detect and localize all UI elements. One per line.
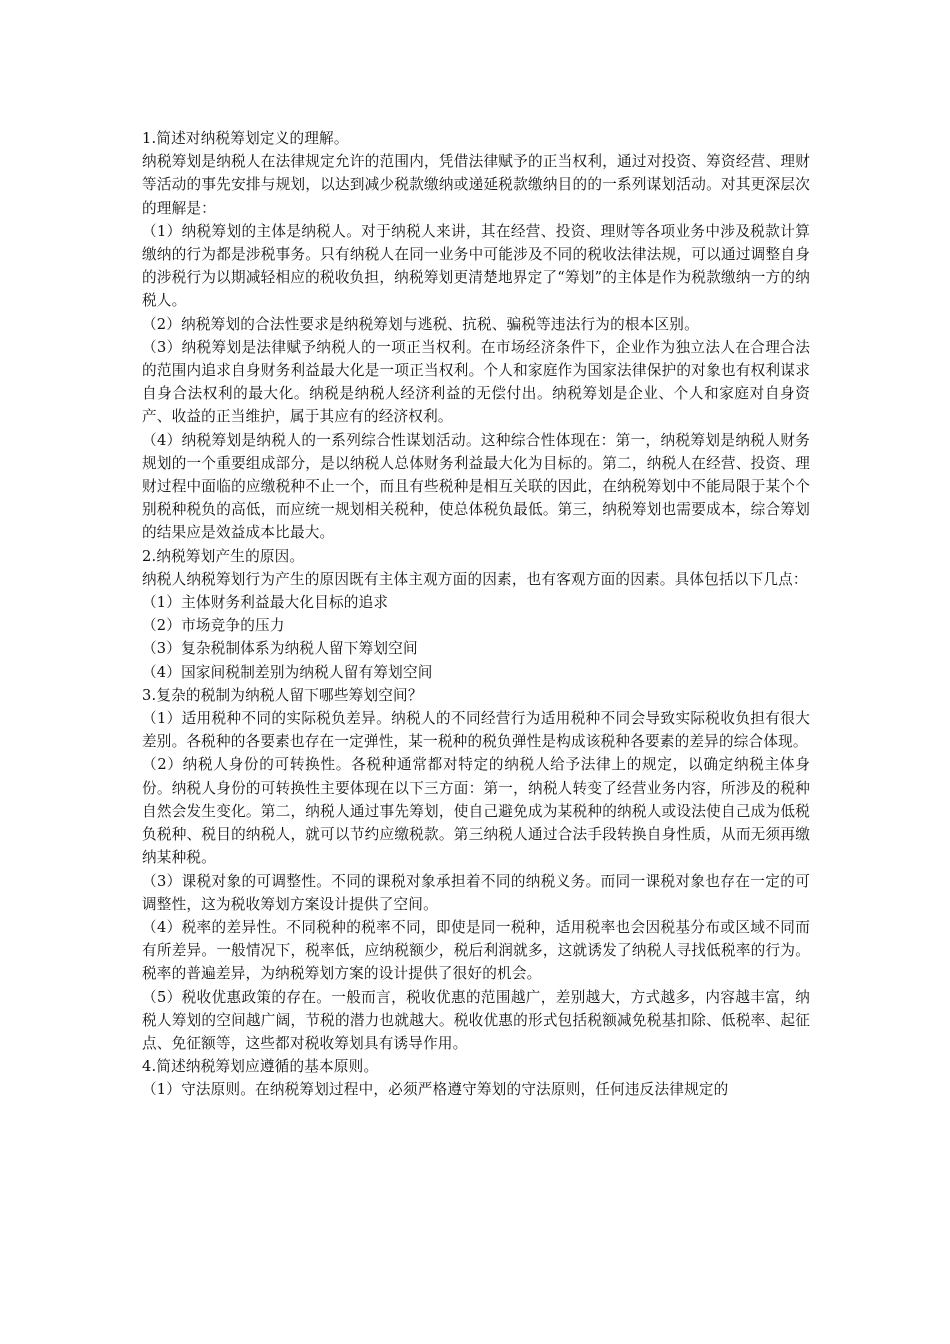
paragraph: （2）纳税人身份的可转换性。各税种通常都对特定的纳税人给予法律上的规定，以确定纳税主体身份。纳税人身份的可转换性主要体现在以下三方面：第一，纳税人转变了经营业务内容，所涉及的税种自然会发生变化。第二，纳税人通过事先筹划，使自己避免成为某税种的纳税人或设法使自己成为低税负税种、税目的纳税人，就可以节约应缴税款。第三纳税人通过合法手段转换自身性质，从而无须再缴纳某种税。 [142, 756, 810, 867]
paragraph: （5）税收优惠政策的存在。一般而言，税收优惠的范围越广，差别越大，方式越多，内容越丰富，纳税人筹划的空间越广阔，节税的潜力也就越大。税收优惠的形式包括税额减免税基扣除、低税率、起征点、免征额等，这些都对税收筹划具有诱导作用。 [142, 988, 810, 1052]
paragraph: （1）守法原则。在纳税筹划过程中，必须严格遵守筹划的守法原则，任何违反法律规定的 [142, 1081, 729, 1099]
paragraph: （3）课税对象的可调整性。不同的课税对象承担着不同的纳税义务。而同一课税对象也存在一定的可调整性，这为税收筹划方案设计提供了空间。 [142, 872, 810, 913]
paragraph: （4）税率的差异性。不同税种的税率不同，即使是同一税种，适用税率也会因税基分布或区域不同而有所差异。一般情况下，税率低，应纳税额少，税后利润就多，这就诱发了纳税人寻找低税率的行为。税率的普遍差异，为纳税筹划方案的设计提供了很好的机会。 [142, 918, 810, 983]
question-1-heading: 1.简述对纳税筹划定义的理解。 [142, 130, 349, 147]
paragraph: 纳税人纳税筹划行为产生的原因既有主体主观方面的因素，也有客观方面的因素。具体包括以下几点： [142, 570, 808, 588]
question-2-heading: 2.纳税筹划产生的原因。 [142, 547, 305, 565]
paragraph: （2）纳税筹划的合法性要求是纳税筹划与逃税、抗税、骗税等违法行为的根本区别。 [142, 315, 699, 333]
paragraph: （1）适用税种不同的实际税负差异。纳税人的不同经营行为适用税种不同会导致实际税收负担有很大差别。各税种的各要素也存在一定弹性，某一税种的税负弹性是构成该税种各要素的差异的综合体现。 [142, 710, 810, 751]
paragraph: （4）纳税筹划是纳税人的一系列综合性谋划活动。这种综合性体现在：第一，纳税筹划是纳税人财务规划的一个重要组成部分，是以纳税人总体财务利益最大化为目标的。第二，纳税人在经营、投资、理财过程中面临的应缴税种不止一个，而且有些税种是相互关联的因此，在纳税筹划中不能局限于某个个别税种税负的高低，而应统一规划相关税种，使总体税负最低。第三，纳税筹划也需要成本，综合筹划的结果应是效益成本比最大。 [142, 431, 810, 542]
question-4-heading: 4.简述纳税筹划应遵循的基本原则。 [142, 1058, 379, 1076]
paragraph: 纳税筹划是纳税人在法律规定允许的范围内，凭借法律赋予的正当权利，通过对投资、筹资经营、理财等活动的事先安排与规划，以达到减少税款缴纳或递延税款缴纳目的的一系列谋划活动。对其更深层次的理解是： [142, 153, 810, 217]
list-item: （3）复杂税制体系为纳税人留下筹划空间 [142, 640, 418, 658]
paragraph: （3）纳税筹划是法律赋予纳税人的一项正当权利。在市场经济条件下，企业作为独立法人在合理合法的范围内追求自身财务利益最大化是一项正当权利。个人和家庭作为国家法律保护的对象也有权利谋求自身合法权利的最大化。纳税是纳税人经济利益的无偿付出。纳税筹划是企业、个人和家庭对自身资产、收益的正当维护，属于其应有的经济权利。 [142, 338, 810, 426]
list-item: （2）市场竞争的压力 [142, 617, 285, 635]
paragraph: （1）纳税筹划的主体是纳税人。对于纳税人来讲，其在经营、投资、理财等各项业务中涉及税款计算缴纳的行为都是涉税事务。只有纳税人在同一业务中可能涉及不同的税收法律法规，可以通过调整自身的涉税行为以期减轻相应的税收负担，纳税筹划更清楚地界定了“筹划”的主体是作为税款缴纳一方的纳税人。 [142, 222, 810, 310]
list-item: （4）国家间税制差别为纳税人留有筹划空间 [142, 663, 433, 681]
document-body [142, 127, 810, 1102]
list-item: （1）主体财务利益最大化目标的追求 [142, 594, 389, 612]
question-3-heading: 3.复杂的税制为纳税人留下哪些筹划空间？ [142, 686, 423, 704]
